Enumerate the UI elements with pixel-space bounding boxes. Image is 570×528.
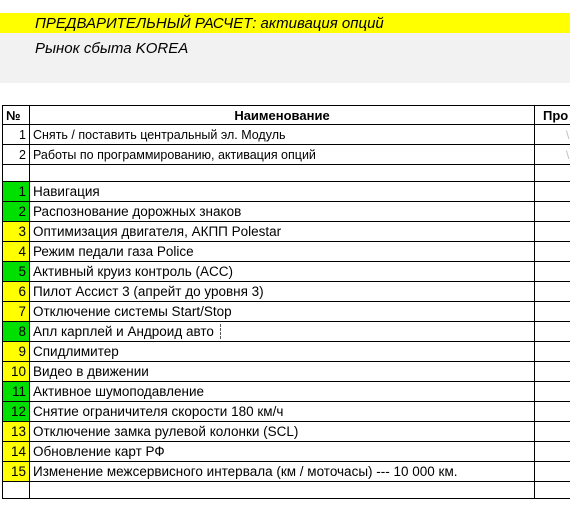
row-price-cell[interactable] bbox=[535, 442, 570, 462]
row-price-cell[interactable] bbox=[535, 182, 570, 202]
empty-cell[interactable] bbox=[30, 165, 535, 182]
table-row bbox=[3, 322, 570, 342]
option-name: Оптимизация двигателя, АКПП Polestar bbox=[33, 224, 282, 239]
option-name: Отключение системы Start/Stop bbox=[33, 304, 232, 319]
row-name-cell[interactable] bbox=[30, 262, 535, 282]
column-header-number[interactable]: № bbox=[3, 106, 30, 125]
row-name-cell[interactable]: Работы по программированию, активация опций bbox=[30, 145, 535, 165]
option-name: Обновление карт РФ bbox=[33, 444, 165, 459]
row-price-cell[interactable] bbox=[535, 262, 570, 282]
row-price-cell[interactable] bbox=[535, 382, 570, 402]
row-name-cell[interactable] bbox=[30, 342, 535, 362]
row-price-cell[interactable] bbox=[535, 202, 570, 222]
option-name: Активное шумоподавление bbox=[33, 384, 205, 399]
row-price-cell[interactable] bbox=[535, 302, 570, 322]
table-row bbox=[3, 145, 570, 165]
row-name-cell[interactable]: Снять / поставить центральный эл. Модуль bbox=[30, 125, 535, 145]
row-name-cell[interactable] bbox=[30, 362, 535, 382]
row-price-cell[interactable] bbox=[535, 322, 570, 342]
empty-cell[interactable] bbox=[535, 482, 570, 499]
option-name: Снятие ограничителя скорости 180 км/ч bbox=[33, 404, 284, 419]
table-row bbox=[3, 282, 570, 302]
row-price-cell[interactable] bbox=[535, 342, 570, 362]
row-price-cell[interactable] bbox=[535, 222, 570, 242]
row-name-cell[interactable] bbox=[30, 402, 535, 422]
row-price-cell[interactable] bbox=[535, 125, 570, 145]
empty-row bbox=[3, 482, 570, 499]
row-number-cell[interactable]: 5 bbox=[3, 262, 30, 282]
row-number-cell[interactable]: 11 bbox=[3, 382, 30, 402]
option-name: Режим педали газа Police bbox=[33, 244, 194, 259]
table-row bbox=[3, 262, 570, 282]
table-row bbox=[3, 202, 570, 222]
empty-cell[interactable] bbox=[535, 165, 570, 182]
empty-cell[interactable] bbox=[3, 165, 30, 182]
option-name: Отключение замка рулевой колонки (SCL) bbox=[33, 424, 299, 439]
row-name-cell[interactable] bbox=[30, 322, 535, 342]
row-price-cell[interactable] bbox=[535, 362, 570, 382]
table-row bbox=[3, 242, 570, 262]
row-number-cell[interactable]: 1 bbox=[3, 125, 30, 145]
row-number-cell[interactable]: 15 bbox=[3, 462, 30, 482]
table-row bbox=[3, 402, 570, 422]
row-name-cell[interactable] bbox=[30, 282, 535, 302]
row-number-cell[interactable]: 13 bbox=[3, 422, 30, 442]
option-name: Изменение межсервисного интервала (км / моточасы) --- 10 000 км. bbox=[33, 464, 458, 479]
empty-row bbox=[3, 165, 570, 182]
row-number-cell[interactable]: 14 bbox=[3, 442, 30, 462]
empty-cell[interactable] bbox=[30, 482, 535, 499]
row-number-cell[interactable]: 6 bbox=[3, 282, 30, 302]
row-number-cell[interactable]: 2 bbox=[3, 145, 30, 165]
cell-cursor bbox=[220, 324, 221, 339]
option-name: Активный круиз контроль (ACC) bbox=[33, 264, 233, 279]
empty-cell[interactable] bbox=[3, 482, 30, 499]
column-header-name[interactable]: Наименование bbox=[30, 106, 535, 125]
row-name-cell[interactable] bbox=[30, 442, 535, 462]
row-number-cell[interactable]: 3 bbox=[3, 222, 30, 242]
table-row bbox=[3, 182, 570, 202]
price-value: \ bbox=[566, 127, 570, 142]
price-value: \ bbox=[566, 147, 570, 162]
option-name: Видео в движении bbox=[33, 364, 149, 379]
table-row bbox=[3, 302, 570, 322]
row-name-cell[interactable] bbox=[30, 302, 535, 322]
row-number-cell[interactable]: 9 bbox=[3, 342, 30, 362]
table-row bbox=[3, 382, 570, 402]
row-number-cell[interactable]: 1 bbox=[3, 182, 30, 202]
row-price-cell[interactable] bbox=[535, 282, 570, 302]
row-number-cell[interactable]: 4 bbox=[3, 242, 30, 262]
option-name: Пилот Ассист 3 (апрейт до уровня 3) bbox=[33, 284, 264, 299]
table-row bbox=[3, 422, 570, 442]
row-number-cell[interactable]: 12 bbox=[3, 402, 30, 422]
column-header-price[interactable]: Про bbox=[535, 106, 570, 125]
row-name-cell[interactable] bbox=[30, 382, 535, 402]
table-row bbox=[3, 222, 570, 242]
row-name-cell[interactable] bbox=[30, 202, 535, 222]
row-number-cell[interactable]: 8 bbox=[3, 322, 30, 342]
table-row bbox=[3, 342, 570, 362]
row-name-cell[interactable] bbox=[30, 222, 535, 242]
row-name-cell[interactable] bbox=[30, 422, 535, 442]
option-name: Распознование дорожных знаков bbox=[33, 204, 242, 219]
option-name: Спидлимитер bbox=[33, 344, 119, 359]
table-row bbox=[3, 462, 570, 482]
option-name: Апл карплей и Андроид авто bbox=[33, 323, 214, 339]
table-row bbox=[3, 362, 570, 382]
row-number-cell[interactable]: 2 bbox=[3, 202, 30, 222]
document-title: ПРЕДВАРИТЕЛЬНЫЙ РАСЧЕТ: активация опций bbox=[35, 15, 384, 32]
row-number-cell[interactable]: 10 bbox=[3, 362, 30, 382]
document-subtitle: Рынок сбыта KOREA bbox=[35, 40, 189, 57]
row-price-cell[interactable] bbox=[535, 145, 570, 165]
table-row bbox=[3, 442, 570, 462]
option-name: Навигация bbox=[33, 184, 100, 199]
row-price-cell[interactable] bbox=[535, 402, 570, 422]
row-number-cell[interactable]: 7 bbox=[3, 302, 30, 322]
row-price-cell[interactable] bbox=[535, 422, 570, 442]
row-name-cell[interactable] bbox=[30, 242, 535, 262]
options-table bbox=[2, 105, 570, 499]
row-name-cell[interactable] bbox=[30, 182, 535, 202]
row-price-cell[interactable] bbox=[535, 242, 570, 262]
row-name-cell[interactable] bbox=[30, 462, 535, 482]
table-header-row bbox=[3, 106, 570, 125]
row-price-cell[interactable] bbox=[535, 462, 570, 482]
table-row bbox=[3, 125, 570, 145]
